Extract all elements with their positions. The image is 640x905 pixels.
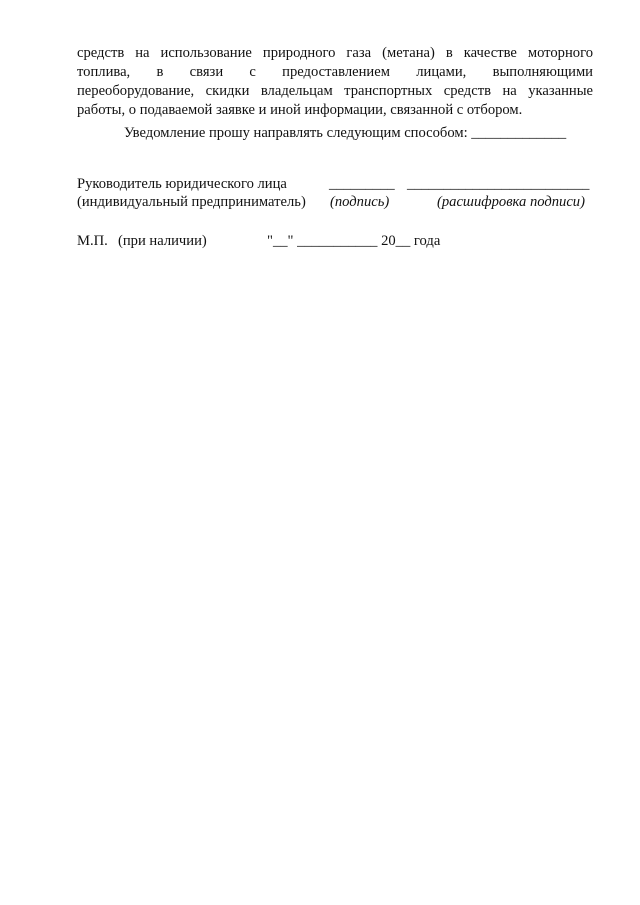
- paragraph-line-3: переоборудование, скидки владельцам транспортных средств на указанные: [77, 83, 593, 99]
- signatory-role-line-2: (индивидуальный предприниматель): [77, 194, 306, 210]
- date-field: "__" ___________ 20__ года: [267, 233, 441, 249]
- signature-caption: (подпись): [330, 194, 390, 210]
- stamp-note: (при наличии): [118, 233, 207, 249]
- paragraph-text: [77, 44, 593, 120]
- notice-line: Уведомление прошу направлять следующим способом: _____________: [124, 125, 567, 141]
- signatory-role-line-1: Руководитель юридического лица: [77, 176, 287, 192]
- signature-decode-blank: _________________________: [407, 176, 590, 192]
- signature-blank: _________: [329, 176, 395, 192]
- paragraph-line-2: топлива, в связи с предоставлением лицами, выполняющими: [77, 64, 593, 80]
- signature-decode-caption: (расшифровка подписи): [437, 194, 585, 210]
- paragraph-line-4: работы, о подаваемой заявке и иной информации, связанной с отбором.: [77, 102, 523, 118]
- stamp-mark: М.П.: [77, 233, 108, 249]
- paragraph-line-1: средств на использование природного газа (метана) в качестве моторного: [77, 45, 593, 61]
